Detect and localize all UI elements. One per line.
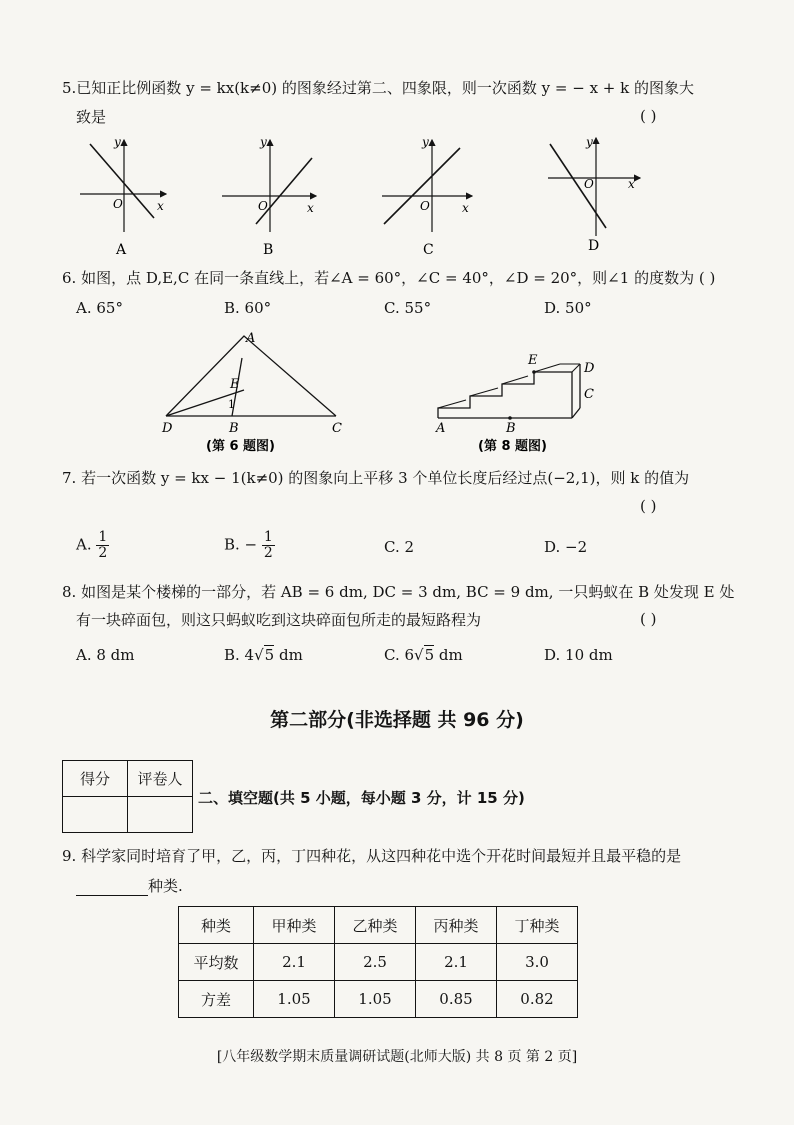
table-cell: 种类 xyxy=(179,907,254,944)
fig6-label-1: 1 xyxy=(228,398,235,411)
q8-option-d: D. 10 dm xyxy=(544,646,613,664)
graph-b-line xyxy=(256,158,312,224)
q7-answer-paren: ( ) xyxy=(640,497,657,515)
graph-d-line xyxy=(550,144,606,228)
table-cell: 2.1 xyxy=(254,944,335,981)
fig6-caption: (第 6 题图) xyxy=(206,439,275,454)
fig8-label-c: C xyxy=(584,387,594,402)
table-cell: 丙种类 xyxy=(416,907,497,944)
q7-text: 7. 若一次函数 y = kx − 1(k≠0) 的图象向上平移 3 个单位长度后经过点(−2,1)，则 k 的值为 xyxy=(62,469,690,487)
table-row xyxy=(179,981,578,1018)
fig6-label-c: C xyxy=(332,421,342,436)
part2-title: 第二部分(非选择题 共 96 分) xyxy=(270,709,524,731)
score-box xyxy=(62,760,193,833)
graph-a-origin: O xyxy=(113,197,123,211)
q8-option-b: B. 4√5 dm xyxy=(224,646,303,664)
q8-text: 8. 如图是某个楼梯的一部分，若 AB = 6 dm, DC = 3 dm, BC = 9 dm, 一只蚂蚁在 B 处发现 E 处 xyxy=(62,583,735,601)
q9-line2: 种类. xyxy=(76,876,183,896)
fig6-label-e: E xyxy=(230,377,240,392)
table-header-row xyxy=(179,907,578,944)
q5-text: 5.已知正比例函数 y = kx(k≠0) 的图象经过第二、四象限，则一次函数 y = − x + k 的图象大 xyxy=(62,79,694,97)
graph-d-x: x xyxy=(628,177,635,191)
fig8-label-b: B xyxy=(506,421,516,436)
q5-answer-paren: ( ) xyxy=(640,107,657,125)
score-cell[interactable] xyxy=(63,797,128,833)
table-cell: 丁种类 xyxy=(497,907,578,944)
q6-option-c: C. 55° xyxy=(384,299,432,317)
q6-option-a: A. 65° xyxy=(76,299,123,317)
q5-graphs xyxy=(60,132,710,260)
table-cell: 0.82 xyxy=(497,981,578,1018)
table-cell: 0.85 xyxy=(416,981,497,1018)
fig8-label-d: D xyxy=(584,361,595,376)
fig8-label-e: E xyxy=(528,353,538,368)
table-cell: 2.1 xyxy=(416,944,497,981)
page-footer: [八年级数学期末质量调研试题(北师大版) 共 8 页 第 2 页] xyxy=(216,1049,578,1065)
graph-c-x: x xyxy=(462,201,469,215)
graph-a-label: A xyxy=(116,242,127,258)
graph-b-y: y xyxy=(260,135,267,149)
figure-6 xyxy=(150,328,360,456)
graph-b-origin: O xyxy=(258,199,268,213)
grader-cell[interactable] xyxy=(128,797,193,833)
table-cell: 1.05 xyxy=(254,981,335,1018)
q8-option-c: C. 6√5 dm xyxy=(384,646,463,664)
table-cell: 乙种类 xyxy=(335,907,416,944)
fig8-caption: (第 8 题图) xyxy=(478,439,547,454)
q6-option-d: D. 50° xyxy=(544,299,592,317)
q9-table xyxy=(178,906,578,1018)
q7-option-b: B. − $\frac{1}{2}$ xyxy=(224,529,273,561)
graph-d xyxy=(548,135,640,254)
fig8-label-a: A xyxy=(436,421,446,436)
graph-a xyxy=(80,135,166,258)
q6-option-b: B. 60° xyxy=(224,299,272,317)
graph-a-y: y xyxy=(114,135,121,149)
graph-c-label: C xyxy=(423,242,434,258)
q9-text: 9. 科学家同时培育了甲，乙，丙，丁四种花，从这四种花中选个开花时间最短并且最平稳的是 xyxy=(62,847,682,865)
q7-option-a: A. $\frac{1}{2}$ xyxy=(76,529,108,561)
table-cell: 2.5 xyxy=(335,944,416,981)
fig6-label-d: D xyxy=(162,421,173,436)
q8-answer-paren: ( ) xyxy=(640,610,657,628)
graph-b xyxy=(222,135,316,258)
table-cell: 甲种类 xyxy=(254,907,335,944)
graph-a-x: x xyxy=(157,199,164,213)
graph-c-y: y xyxy=(422,135,429,149)
graph-d-y: y xyxy=(586,135,593,149)
table-cell: 方差 xyxy=(179,981,254,1018)
q5-text-cont: 致是 xyxy=(76,108,107,126)
q7-option-d: D. −2 xyxy=(544,538,588,556)
graph-b-x: x xyxy=(307,201,314,215)
q6-text: 6. 如图，点 D,E,C 在同一条直线上，若∠A = 60°，∠C = 40°，∠D = 20°，则∠1 的度数为 ( ) xyxy=(62,269,716,287)
section2-title: 二、填空题(共 5 小题，每小题 3 分，计 15 分) xyxy=(198,789,525,807)
figure-8 xyxy=(430,350,610,456)
table-cell: 平均数 xyxy=(179,944,254,981)
fig6-label-b: B xyxy=(229,421,239,436)
q8-text-cont: 有一块碎面包，则这只蚂蚁吃到这块碎面包所走的最短路程为 xyxy=(76,611,482,629)
table-cell: 3.0 xyxy=(497,944,578,981)
graph-c xyxy=(382,135,472,258)
table-row xyxy=(179,944,578,981)
q9-answer-blank[interactable] xyxy=(76,881,148,896)
fig6-label-a: A xyxy=(246,331,256,346)
graph-d-label: D xyxy=(588,238,600,254)
grader-header: 评卷人 xyxy=(128,761,193,797)
table-cell: 1.05 xyxy=(335,981,416,1018)
q8-option-a: A. 8 dm xyxy=(76,646,135,664)
graph-d-origin: O xyxy=(584,177,594,191)
graph-c-origin: O xyxy=(420,199,430,213)
q7-option-c: C. 2 xyxy=(384,538,415,556)
score-header: 得分 xyxy=(63,761,128,797)
graph-b-label: B xyxy=(263,242,274,258)
